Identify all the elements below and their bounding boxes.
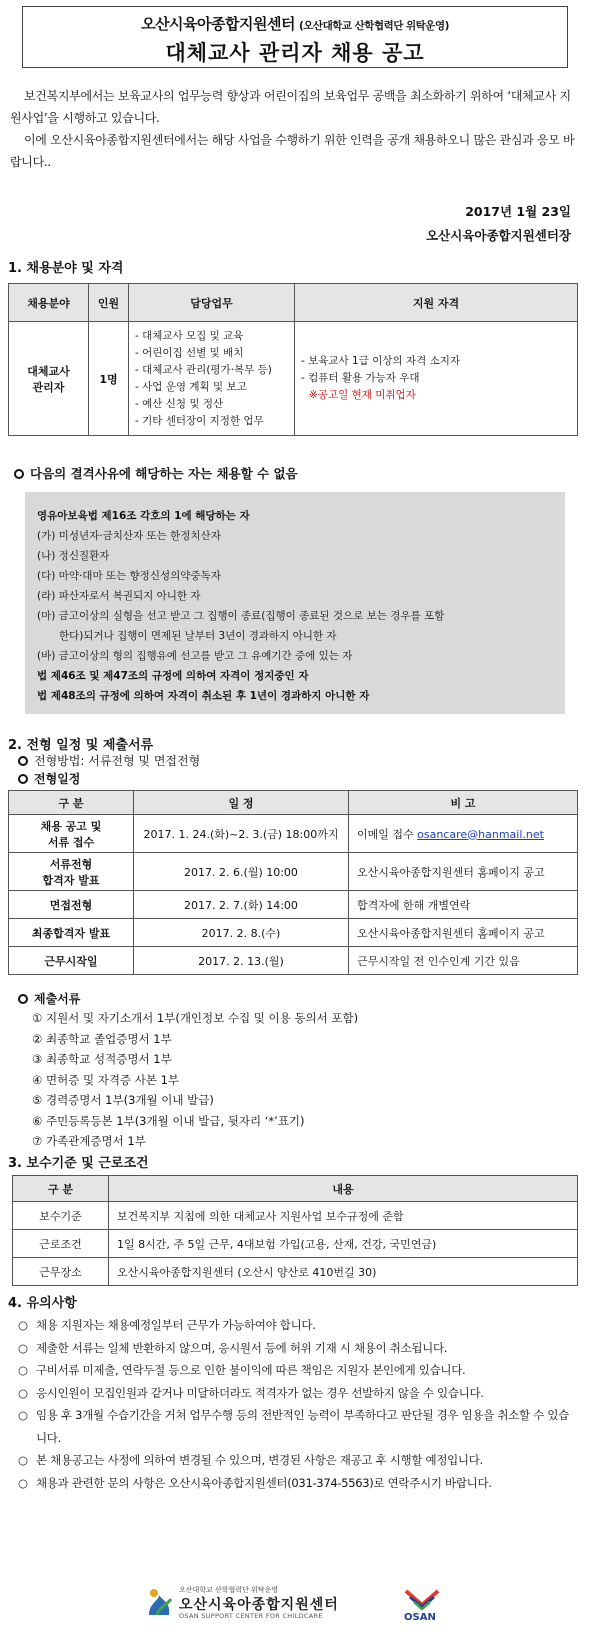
footer-english-name: OSAN SUPPORT CENTER FOR CHILDCARE [179,1612,323,1620]
footer-center-name: 오산시육아종합지원센터 [179,1597,339,1613]
note-cell [349,815,578,853]
qualification-list [295,353,577,404]
category-cell: 근로조건 [13,1230,109,1258]
list-item: ④ 면허증 및 자격증 사본 1부 [32,1072,179,1087]
date-cell: 2017. 2. 13.(월) [134,947,349,975]
disqualify-title-text: 다음의 결격사유에 해당하는 자는 채용할 수 없음 [30,466,298,481]
schedule-title [18,770,80,787]
list-item: (마) 금고이상의 실형을 선고 받고 그 집행이 종료(집행이 종료된 것으로 보는 경우를 포함 [37,610,445,622]
list-item: (다) 마약·대마 또는 향정신성의약중독자 [37,570,221,582]
duties-list [129,328,294,430]
duties-cell [129,322,295,436]
selection-method-text: 전형방법: 서류전형 및 면접전형 [34,754,201,768]
org-name-text: 오산시육아종합지원센터 [141,15,295,33]
page-title: 대체교사 관리자 채용 공고 [165,41,425,65]
col-duties: 담당업무 [129,284,295,322]
list-item: ⑤ 경력증명서 1부(3개월 이내 발급) [32,1093,214,1107]
notice-header [22,6,568,68]
table-row [9,322,578,436]
footer-small-text: 오산대학교 산학협력단 위탁운영 [179,1586,279,1594]
table-row [13,1258,578,1286]
table-row [9,947,578,975]
qualification-note: ※공고일 현재 미취업자 [309,389,416,401]
content-cell: 보건복지부 지침에 의한 대체교사 지원사업 보수규정에 준함 [109,1202,578,1230]
intro-paragraph-1: 보건복지부에서는 보육교사의 업무능력 향상과 어린이집의 보육업무 공백을 최소화하기 위하여 ‘대체교사 지원사업’을 시행하고 있습니다. [10,89,571,125]
list-item: (가) 미성년자·금치산자 또는 한정치산자 [37,530,221,542]
list-item: ○ 제출한 서류는 일체 반환하지 않으며, 응시원서 등에 허위 기재 시 채용이 취소됩니다. [18,1337,578,1360]
list-item: 한다)되거나 집행이 면제된 날부터 3년이 경과하지 아니한 자 [59,630,337,642]
list-item: ○ 채용 지원자는 채용예정일부터 근무가 가능하여야 합니다. [18,1314,578,1337]
list-item: ○ 임용 후 3개월 수습기간을 거쳐 업무수행 등의 전반적인 능력이 부족하다고 판단될 경우 임용을 취소할 수 있습니다. [18,1404,578,1449]
duty-item: - 대체교사 관리(평가·복무 등) [135,363,272,376]
note-cell: 오산시육아종합지원센터 홈페이지 공고 [349,853,578,891]
list-item: ○ 본 채용공고는 사정에 의하여 변경될 수 있으며, 변경된 사항은 재공고 후 시행할 예정입니다. [18,1449,578,1472]
stage-cell: 서류전형 합격자 발표 [9,853,134,891]
law-item: 법 제46조 및 제47조의 규정에 의하여 자격이 정지중인 자 [37,670,309,682]
intro-text [10,85,580,173]
date-cell: 2017. 2. 6.(월) 10:00 [134,853,349,891]
duty-item: - 어린이집 선별 및 배치 [135,346,244,359]
section4-title: 4. 유의사항 [8,1296,77,1311]
law-item: 법 제48조의 규정에 의하여 자격이 취소된 후 1년이 경과하지 아니한 자 [37,690,370,702]
schedule-table [8,790,578,975]
table-row [9,919,578,947]
content-cell: 오산시육아종합지원센터 (오산시 양산로 410번길 30) [109,1258,578,1286]
org-name [23,13,567,34]
category-cell: 근무장소 [13,1258,109,1286]
list-item: (라) 파산자로서 복권되지 아니한 자 [37,590,201,602]
list-item: ○ 채용과 관련한 문의 사항은 오산시육아종합지원센터(031-374-5563)로 연락주시기 바랍니다. [18,1472,578,1495]
duty-item: - 사업 운영 계획 및 보고 [135,380,247,393]
duty-item: - 예산 신청 및 정산 [135,397,224,410]
col-date: 일 정 [134,791,349,815]
list-item: ③ 최종학교 성적증명서 1부 [32,1052,172,1066]
table-row [13,1230,578,1258]
date-signature [426,200,571,248]
stage-cell: 면접전형 [9,891,134,919]
disqualify-lead: 영유아보육법 제16조 각호의 1에 해당하는 자 [37,510,250,522]
center-logo-icon [145,1585,175,1617]
note-cell: 근무시작일 전 인수인계 기간 있음 [349,947,578,975]
list-item: (나) 정신질환자 [37,550,110,562]
recruit-field-table [8,283,578,436]
col-note: 비 고 [349,791,578,815]
intro-paragraph-2: 이에 오산시육아종합지원센터에서는 해당 사업을 수행하기 위한 인력을 공개 채용하오니 많은 관심과 응모 바랍니다.. [10,133,575,169]
stage-cell: 근무시작일 [9,947,134,975]
qualification-item: - 보육교사 1급 이상의 자격 소지자 [301,355,461,367]
list-item: ⑦ 가족관계증명서 1부 [32,1134,146,1148]
list-item: ○ 구비서류 미제출, 연락두절 등으로 인한 불이익에 따른 책임은 지원자 본인에게 있습니다. [18,1359,578,1382]
list-item: ⑥ 주민등록등본 1부(3개월 이내 발급, 뒷자리 ‘*’표기) [32,1113,305,1128]
disqualify-title [14,464,298,482]
date-cell: 2017. 1. 24.(화)~2. 3.(금) 18:00까지 [134,815,349,853]
date-cell: 2017. 2. 7.(화) 14:00 [134,891,349,919]
docs-title [18,990,80,1007]
table-row [9,853,578,891]
selection-method [18,752,200,769]
note-text: 이메일 접수 [357,827,418,841]
col-content: 내용 [109,1176,578,1202]
email-link[interactable]: osancare@hanmail.net [417,827,544,841]
field-cell: 대체교사 관리자 [9,322,89,436]
col-stage: 구 분 [9,791,134,815]
section2-title: 2. 전형 일정 및 제출서류 [8,738,154,753]
table-row [9,891,578,919]
docs-title-text: 제출서류 [34,992,81,1006]
duty-item: - 대체교사 모집 및 교육 [135,329,244,342]
table-row [13,1202,578,1230]
note-cell: 오산시육아종합지원센터 홈페이지 공고 [349,919,578,947]
table-row [9,815,578,853]
note-cell: 합격자에 한해 개별연락 [349,891,578,919]
osan-text: OSAN [404,1612,436,1623]
footer-logo [145,1585,445,1625]
table-header-row [9,284,578,322]
pay-conditions-table [12,1175,578,1286]
signer: 오산시육아종합지원센터장 [426,228,571,243]
schedule-title-text: 전형일정 [34,772,81,786]
circle-bullet-icon [18,756,28,766]
list-item: ○ 응시인원이 모집인원과 같거나 미달하더라도 적격자가 없는 경우 선발하지 않을 수 있습니다. [18,1382,578,1405]
circle-bullet-icon [14,469,24,479]
notice-date: 2017년 1월 23일 [465,204,571,219]
disqualify-box [25,492,565,714]
section3-title: 3. 보수기준 및 근로조건 [8,1156,149,1171]
docs-list [32,1008,358,1152]
circle-bullet-icon [18,994,28,1004]
table-header-row [13,1176,578,1202]
col-field: 채용분야 [9,284,89,322]
col-qualification: 지원 자격 [295,284,578,322]
count-cell: 1명 [89,322,129,436]
section1-title: 1. 채용분야 및 자격 [8,261,124,276]
qualification-cell [295,322,578,436]
duty-item: - 기타 센터장이 지정한 업무 [135,414,264,427]
list-item: ① 지원서 및 자기소개서 1부(개인정보 수집 및 이용 동의서 포함) [32,1011,359,1025]
col-count: 인원 [89,284,129,322]
list-item: ② 최종학교 졸업증명서 1부 [32,1031,172,1046]
list-item: (바) 금고이상의 형의 집행유예 선고를 받고 그 유예기간 중에 있는 자 [37,650,353,662]
content-cell: 1일 8시간, 주 5일 근무, 4대보험 가입(고용, 산재, 건강, 국민연금) [109,1230,578,1258]
stage-cell: 최종합격자 발표 [9,919,134,947]
category-cell: 보수기준 [13,1202,109,1230]
notes-list [18,1314,578,1494]
org-sub: (오산대학교 산학협력단 위탁운영) [298,20,449,32]
table-header-row [9,791,578,815]
qualification-item: - 컴퓨터 활용 가능자 우대 [301,372,420,384]
stage-cell: 채용 공고 및 서류 접수 [9,815,134,853]
date-cell: 2017. 2. 8.(수) [134,919,349,947]
circle-bullet-icon [18,774,28,784]
col-category: 구 분 [13,1176,109,1202]
